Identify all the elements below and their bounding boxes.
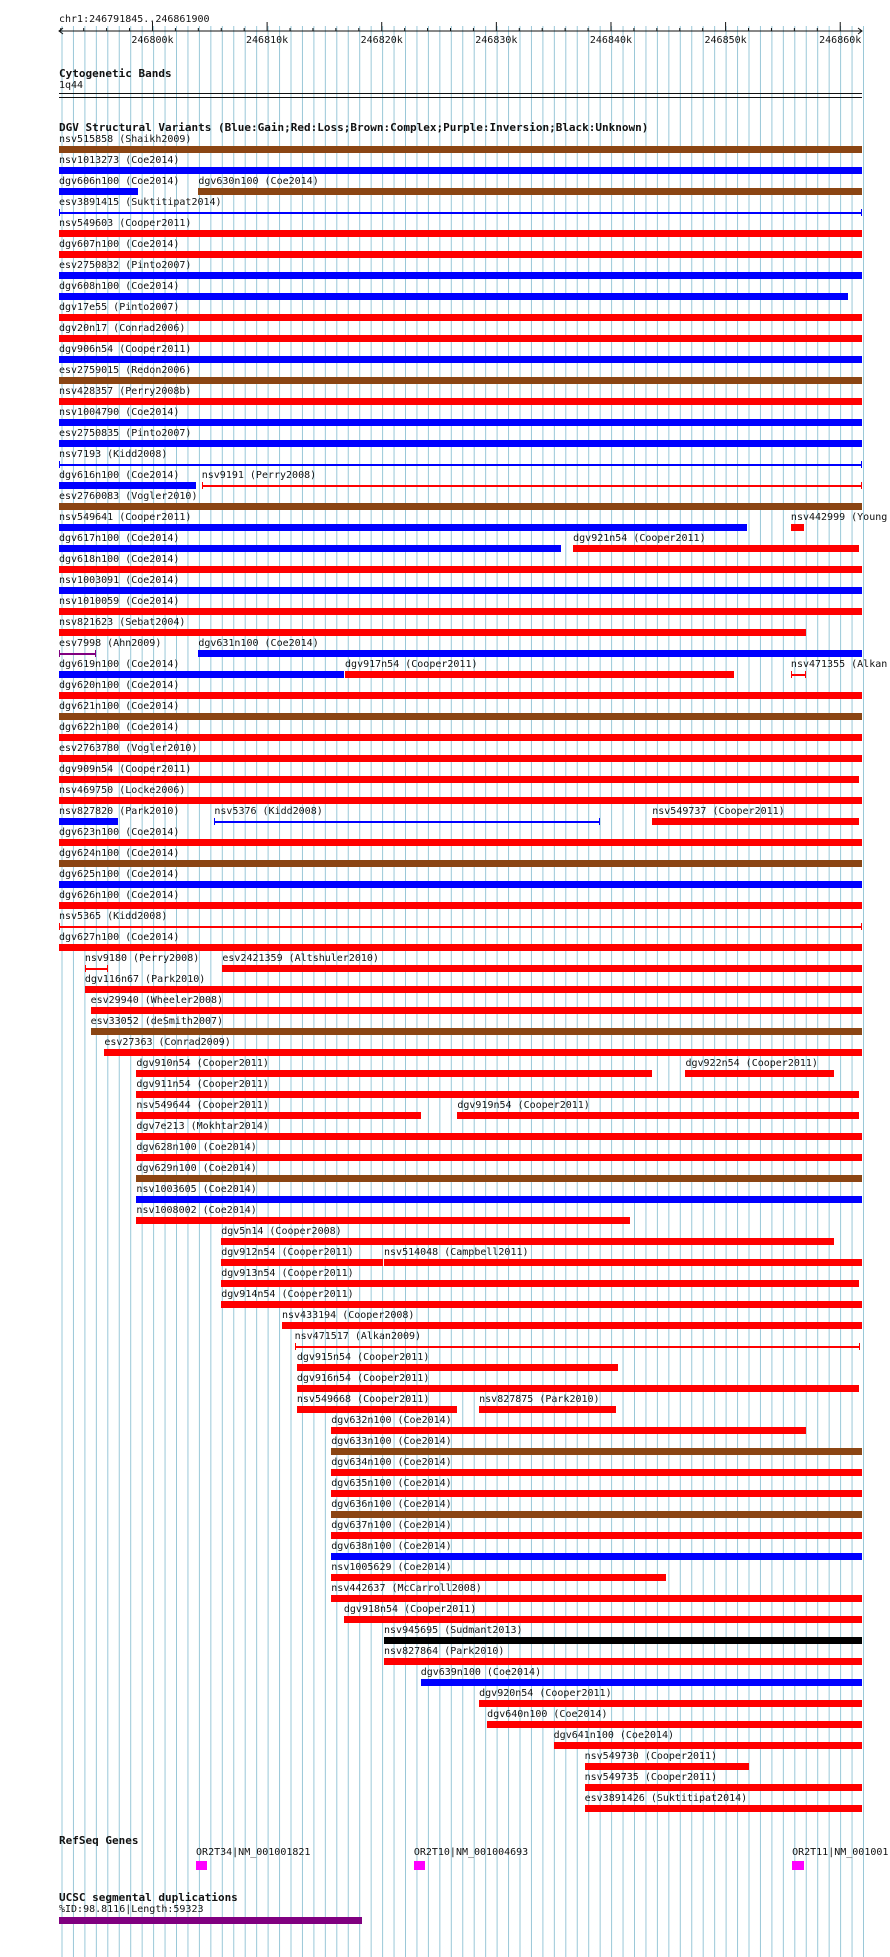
- variant-label[interactable]: dgv914n54 (Cooper2011): [221, 1289, 354, 1300]
- variant-bar[interactable]: [384, 1259, 862, 1266]
- variant-label[interactable]: nsv1008002 (Coe2014): [136, 1205, 257, 1216]
- variant-label[interactable]: dgv619n100 (Coe2014): [59, 659, 180, 670]
- variant-bar[interactable]: [59, 755, 862, 762]
- variant-bar[interactable]: [344, 1616, 862, 1623]
- variant-label[interactable]: dgv617n100 (Coe2014): [59, 533, 180, 544]
- variant-label[interactable]: esv2759015 (Redon2006): [59, 365, 192, 376]
- variant-bar[interactable]: [198, 650, 862, 657]
- variant-label[interactable]: dgv634n100 (Coe2014): [331, 1457, 452, 1468]
- variant-bar[interactable]: [85, 968, 108, 970]
- variant-end-cap: [214, 818, 215, 825]
- variant-label[interactable]: nsv1003091 (Coe2014): [59, 575, 180, 586]
- cytoband-line-top: [59, 93, 862, 94]
- variant-bar[interactable]: [384, 1658, 862, 1665]
- variant-bar[interactable]: [198, 188, 862, 195]
- dgv-track-title[interactable]: DGV Structural Variants (Blue:Gain;Red:Loss;Brown:Complex;Purple:Inversion;Black:Unknown): [59, 121, 649, 134]
- variant-end-cap: [202, 482, 203, 489]
- variant-bar[interactable]: [59, 713, 862, 720]
- variant-bar[interactable]: [91, 1007, 862, 1014]
- variant-bar[interactable]: [59, 902, 862, 909]
- variant-bar[interactable]: [457, 1112, 858, 1119]
- variant-bar[interactable]: [136, 1112, 420, 1119]
- variant-label[interactable]: nsv5376 (Kidd2008): [214, 806, 323, 817]
- variant-bar[interactable]: [59, 482, 196, 489]
- variant-label[interactable]: nsv549603 (Cooper2011): [59, 218, 192, 229]
- variant-end-cap: [59, 650, 60, 657]
- variant-bar[interactable]: [479, 1406, 615, 1413]
- variant-label[interactable]: nsv549644 (Cooper2011): [136, 1100, 269, 1111]
- variant-bar[interactable]: [136, 1154, 862, 1161]
- variant-label[interactable]: dgv633n100 (Coe2014): [331, 1436, 452, 1447]
- variant-label[interactable]: dgv620n100 (Coe2014): [59, 680, 180, 691]
- gene-label[interactable]: OR2T11|NM_001001: [792, 1847, 889, 1858]
- variant-label[interactable]: esv3891426 (Suktitipat2014): [584, 1793, 748, 1804]
- variant-label[interactable]: dgv917n54 (Cooper2011): [345, 659, 478, 670]
- variant-label[interactable]: dgv638n100 (Coe2014): [331, 1541, 452, 1552]
- variant-bar[interactable]: [585, 1784, 862, 1791]
- variant-label[interactable]: dgv915n54 (Cooper2011): [296, 1352, 430, 1363]
- segdup-label: %ID:98.8116|Length:59323: [59, 1904, 204, 1915]
- variant-label[interactable]: nsv433194 (Cooper2008): [282, 1310, 415, 1321]
- variant-label[interactable]: dgv635n100 (Coe2014): [331, 1478, 452, 1489]
- variant-label[interactable]: esv2763780 (Vogler2010): [59, 743, 198, 754]
- variant-bar[interactable]: [295, 1346, 860, 1348]
- variant-bar[interactable]: [59, 671, 344, 678]
- variant-label[interactable]: dgv7e213 (Mokhtar2014): [136, 1121, 269, 1132]
- variant-end-cap: [295, 1343, 296, 1350]
- variant-label[interactable]: nsv5365 (Kidd2008): [59, 911, 168, 922]
- variant-label[interactable]: nsv9191 (Perry2008): [201, 470, 317, 481]
- variant-bar[interactable]: [59, 566, 862, 573]
- variant-label[interactable]: nsv1013273 (Coe2014): [59, 155, 180, 166]
- variant-bar[interactable]: [791, 524, 804, 531]
- variant-bar[interactable]: [573, 545, 858, 552]
- variant-end-cap: [861, 209, 862, 216]
- variant-bar[interactable]: [214, 821, 599, 823]
- variant-bar[interactable]: [59, 335, 862, 342]
- variant-label[interactable]: dgv630n100 (Coe2014): [198, 176, 319, 187]
- variant-bar[interactable]: [297, 1406, 457, 1413]
- variant-label[interactable]: nsv549730 (Cooper2011): [584, 1751, 718, 1762]
- variant-bar[interactable]: [345, 671, 734, 678]
- variant-label[interactable]: esv2750835 (Pinto2007): [59, 428, 192, 439]
- ruler-tick-label: 246860k: [819, 35, 862, 46]
- variant-bar[interactable]: [487, 1721, 862, 1728]
- variant-end-cap: [599, 818, 600, 825]
- variant-label[interactable]: dgv916n54 (Cooper2011): [296, 1373, 430, 1384]
- variant-label[interactable]: dgv641n100 (Coe2014): [553, 1730, 675, 1741]
- cytoband-track-title[interactable]: Cytogenetic Bands: [59, 67, 172, 80]
- variant-label[interactable]: esv2750832 (Pinto2007): [59, 260, 192, 271]
- variant-label[interactable]: dgv922n54 (Cooper2011): [685, 1058, 818, 1069]
- variant-label[interactable]: nsv471355 (Alkan: [790, 659, 888, 670]
- gene-feature[interactable]: [196, 1861, 207, 1870]
- variant-bar[interactable]: [59, 629, 806, 636]
- variant-bar[interactable]: [59, 503, 862, 510]
- variant-label[interactable]: dgv621n100 (Coe2014): [59, 701, 180, 712]
- variant-label[interactable]: nsv1004790 (Coe2014): [59, 407, 180, 418]
- gene-label[interactable]: OR2T10|NM_001004693: [413, 1847, 529, 1858]
- variant-label[interactable]: dgv632n100 (Coe2014): [331, 1415, 452, 1426]
- variant-bar[interactable]: [59, 419, 862, 426]
- variant-bar[interactable]: [85, 986, 862, 993]
- variant-label[interactable]: nsv827864 (Park2010): [384, 1646, 505, 1657]
- variant-bar[interactable]: [222, 965, 862, 972]
- segdup-track-title[interactable]: UCSC segmental duplications: [59, 1891, 238, 1904]
- variant-label[interactable]: dgv5n14 (Cooper2008): [221, 1226, 342, 1237]
- variant-end-cap: [85, 965, 86, 972]
- variant-bar[interactable]: [59, 167, 862, 174]
- position-readout: chr1:246791845..246861900: [59, 14, 210, 25]
- variant-label[interactable]: dgv637n100 (Coe2014): [331, 1520, 452, 1531]
- variant-label[interactable]: nsv515858 (Shaikh2009): [59, 134, 192, 145]
- variant-end-cap: [791, 671, 792, 678]
- ruler-tick-label: 246800k: [131, 35, 174, 46]
- variant-label[interactable]: esv2760083 (Vogler2010): [59, 491, 198, 502]
- variant-bar[interactable]: [331, 1490, 862, 1497]
- variant-label[interactable]: nsv9180 (Perry2008): [84, 953, 200, 964]
- variant-bar[interactable]: [136, 1217, 630, 1224]
- variant-label[interactable]: dgv624n100 (Coe2014): [59, 848, 180, 859]
- gene-feature[interactable]: [792, 1861, 803, 1870]
- variant-bar[interactable]: [59, 146, 862, 153]
- variant-bar[interactable]: [297, 1364, 618, 1371]
- variant-label[interactable]: esv7998 (Ahn2009): [59, 638, 162, 649]
- variant-bar[interactable]: [554, 1742, 862, 1749]
- variant-label[interactable]: nsv471517 (Alkan2009): [294, 1331, 422, 1342]
- variant-bar[interactable]: [59, 944, 862, 951]
- variant-bar[interactable]: [59, 314, 862, 321]
- variant-end-cap: [107, 965, 108, 972]
- variant-bar[interactable]: [59, 377, 862, 384]
- variant-bar[interactable]: [331, 1574, 666, 1581]
- variant-bar[interactable]: [59, 524, 747, 531]
- variant-label[interactable]: nsv428357 (Perry2008b): [59, 386, 192, 397]
- variant-bar[interactable]: [136, 1133, 862, 1140]
- variant-label[interactable]: nsv1010059 (Coe2014): [59, 596, 180, 607]
- variant-bar[interactable]: [59, 860, 862, 867]
- variant-bar[interactable]: [104, 1049, 862, 1056]
- variant-end-cap: [95, 650, 96, 657]
- variant-bar[interactable]: [331, 1427, 806, 1434]
- segdup-bar[interactable]: [59, 1917, 362, 1924]
- variant-label[interactable]: dgv622n100 (Coe2014): [59, 722, 180, 733]
- ruler-tick-label: 246810k: [246, 35, 289, 46]
- variant-bar[interactable]: [331, 1448, 862, 1455]
- variant-label[interactable]: esv33052 (deSmith2007): [90, 1016, 224, 1027]
- variant-label[interactable]: dgv910n54 (Cooper2011): [136, 1058, 269, 1069]
- variant-bar[interactable]: [221, 1301, 862, 1308]
- variant-end-cap: [805, 671, 806, 678]
- variant-label[interactable]: dgv627n100 (Coe2014): [59, 932, 180, 943]
- cytoband-line-bottom: [59, 97, 862, 98]
- variant-label[interactable]: dgv20n17 (Conrad2006): [59, 323, 186, 334]
- variant-label[interactable]: dgv618n100 (Coe2014): [59, 554, 180, 565]
- variant-label[interactable]: dgv626n100 (Coe2014): [59, 890, 180, 901]
- variant-bar[interactable]: [59, 587, 862, 594]
- variant-label[interactable]: nsv945695 (Sudmant2013): [384, 1625, 523, 1636]
- variant-end-cap: [859, 1343, 860, 1350]
- variant-bar[interactable]: [384, 1637, 862, 1644]
- variant-bar[interactable]: [59, 776, 859, 783]
- ruler-tick-label: 246840k: [589, 35, 633, 46]
- variant-bar[interactable]: [59, 926, 862, 928]
- variant-bar[interactable]: [59, 251, 862, 258]
- variant-bar[interactable]: [221, 1259, 383, 1266]
- variant-bar[interactable]: [59, 692, 862, 699]
- variant-bar[interactable]: [136, 1070, 652, 1077]
- variant-label[interactable]: nsv1003605 (Coe2014): [136, 1184, 257, 1195]
- refseq-track-title[interactable]: RefSeq Genes: [59, 1834, 139, 1847]
- variant-label[interactable]: dgv918n54 (Cooper2011): [343, 1604, 477, 1615]
- variant-label[interactable]: dgv640n100 (Coe2014): [487, 1709, 608, 1720]
- variant-end-cap: [861, 482, 862, 489]
- variant-bar[interactable]: [59, 356, 862, 363]
- variant-bar[interactable]: [59, 653, 96, 655]
- variant-bar[interactable]: [685, 1070, 834, 1077]
- gene-label[interactable]: OR2T34|NM_001001821: [196, 1847, 311, 1858]
- variant-end-cap: [861, 923, 862, 930]
- variant-label[interactable]: dgv623n100 (Coe2014): [59, 827, 180, 838]
- variant-label[interactable]: dgv631n100 (Coe2014): [198, 638, 319, 649]
- variant-label[interactable]: nsv1005629 (Coe2014): [331, 1562, 452, 1573]
- coordinate-ruler: [0, 0, 890, 60]
- variant-label[interactable]: nsv827875 (Park2010): [479, 1394, 600, 1405]
- variant-label[interactable]: dgv607n100 (Coe2014): [59, 239, 180, 250]
- variant-label[interactable]: dgv616n100 (Coe2014): [59, 470, 180, 481]
- variant-label[interactable]: nsv549668 (Cooper2011): [296, 1394, 430, 1405]
- variant-bar[interactable]: [331, 1532, 862, 1539]
- variant-label[interactable]: nsv549641 (Cooper2011): [59, 512, 192, 523]
- variant-label[interactable]: nsv549735 (Cooper2011): [584, 1772, 718, 1783]
- variant-end-cap: [59, 209, 60, 216]
- cytoband-label: 1q44: [59, 80, 84, 91]
- variant-bar[interactable]: [652, 818, 858, 825]
- variant-label[interactable]: dgv628n100 (Coe2014): [136, 1142, 257, 1153]
- variant-label[interactable]: nsv442637 (McCarroll2008): [331, 1583, 482, 1594]
- variant-bar[interactable]: [59, 272, 862, 279]
- variant-label[interactable]: nsv469750 (Locke2006): [59, 785, 186, 796]
- variant-label[interactable]: esv2421359 (Altshuler2010): [222, 953, 379, 964]
- variant-bar[interactable]: [136, 1091, 858, 1098]
- variant-label[interactable]: nsv821623 (Sebat2004): [59, 617, 186, 628]
- variant-label[interactable]: dgv636n100 (Coe2014): [331, 1499, 452, 1510]
- variant-bar[interactable]: [59, 398, 862, 405]
- variant-label[interactable]: esv27363 (Conrad2009): [104, 1037, 231, 1048]
- variant-label[interactable]: dgv920n54 (Cooper2011): [479, 1688, 612, 1699]
- variant-bar[interactable]: [59, 212, 862, 214]
- variant-bar[interactable]: [59, 545, 561, 552]
- variant-label[interactable]: dgv921n54 (Cooper2011): [573, 533, 706, 544]
- variant-label[interactable]: dgv906n54 (Cooper2011): [59, 344, 192, 355]
- variant-bar[interactable]: [421, 1679, 862, 1686]
- variant-bar[interactable]: [221, 1238, 834, 1245]
- variant-label[interactable]: dgv639n100 (Coe2014): [420, 1667, 542, 1678]
- variant-label[interactable]: dgv912n54 (Cooper2011): [221, 1247, 354, 1258]
- variant-label[interactable]: nsv549737 (Cooper2011): [652, 806, 785, 817]
- variant-label[interactable]: dgv913n54 (Cooper2011): [221, 1268, 354, 1279]
- variant-bar[interactable]: [59, 188, 138, 195]
- variant-bar[interactable]: [297, 1385, 859, 1392]
- variant-bar[interactable]: [91, 1028, 862, 1035]
- gene-feature[interactable]: [414, 1861, 425, 1870]
- variant-end-cap: [59, 923, 60, 930]
- ruler-tick-label: 246830k: [475, 35, 518, 46]
- variant-bar[interactable]: [585, 1763, 749, 1770]
- variant-label[interactable]: nsv514048 (Campbell2011): [384, 1247, 529, 1258]
- variant-bar[interactable]: [791, 674, 806, 676]
- variant-label[interactable]: dgv606n100 (Coe2014): [59, 176, 180, 187]
- variant-label[interactable]: dgv116n67 (Park2010): [84, 974, 206, 985]
- variant-label[interactable]: dgv629n100 (Coe2014): [136, 1163, 257, 1174]
- ruler-tick-label: 246850k: [704, 35, 747, 46]
- variant-bar[interactable]: [136, 1196, 862, 1203]
- variant-bar[interactable]: [59, 464, 862, 466]
- ruler-tick-label: 246820k: [360, 35, 403, 46]
- variant-label[interactable]: esv29940 (Wheeler2008): [90, 995, 224, 1006]
- variant-bar[interactable]: [59, 839, 862, 846]
- variant-bar[interactable]: [479, 1700, 862, 1707]
- variant-label[interactable]: dgv17e55 (Pinto2007): [59, 302, 180, 313]
- variant-label[interactable]: dgv608n100 (Coe2014): [59, 281, 180, 292]
- variant-label[interactable]: dgv625n100 (Coe2014): [59, 869, 180, 880]
- variant-bar[interactable]: [331, 1595, 862, 1602]
- variant-label[interactable]: nsv7193 (Kidd2008): [59, 449, 168, 460]
- variant-end-cap: [861, 461, 862, 468]
- variant-bar[interactable]: [59, 797, 862, 804]
- variant-bar[interactable]: [282, 1322, 862, 1329]
- variant-label[interactable]: dgv911n54 (Cooper2011): [136, 1079, 269, 1090]
- variant-bar[interactable]: [59, 440, 862, 447]
- variant-bar[interactable]: [331, 1553, 862, 1560]
- variant-bar[interactable]: [136, 1175, 862, 1182]
- variant-label[interactable]: dgv919n54 (Cooper2011): [457, 1100, 590, 1111]
- variant-bar[interactable]: [331, 1469, 862, 1476]
- variant-label[interactable]: nsv827820 (Park2010): [59, 806, 180, 817]
- variant-bar[interactable]: [59, 230, 862, 237]
- variant-bar[interactable]: [221, 1280, 858, 1287]
- variant-label[interactable]: esv3891415 (Suktitipat2014): [59, 197, 222, 208]
- variant-bar[interactable]: [59, 734, 862, 741]
- variant-bar[interactable]: [59, 818, 118, 825]
- variant-bar[interactable]: [59, 608, 862, 615]
- variant-bar[interactable]: [59, 881, 862, 888]
- variant-label[interactable]: dgv909n54 (Cooper2011): [59, 764, 192, 775]
- variant-bar[interactable]: [202, 485, 862, 487]
- variant-bar[interactable]: [59, 293, 848, 300]
- variant-bar[interactable]: [331, 1511, 862, 1518]
- variant-label[interactable]: nsv442999 (Young: [790, 512, 888, 523]
- variant-end-cap: [59, 461, 60, 468]
- variant-bar[interactable]: [585, 1805, 862, 1812]
